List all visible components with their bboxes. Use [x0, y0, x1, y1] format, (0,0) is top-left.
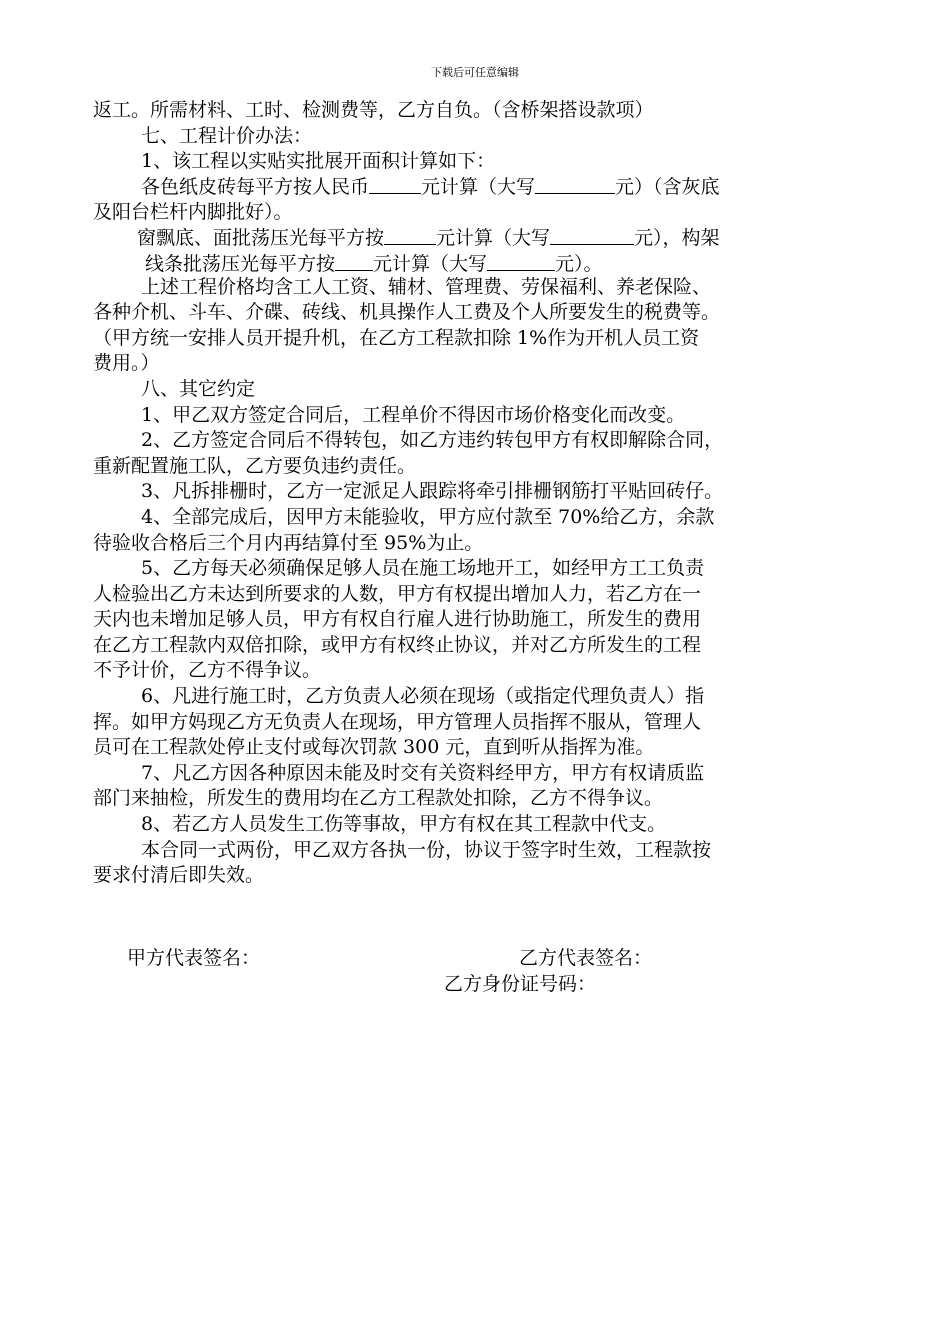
body-line: （甲方统一安排人员开提升机，在乙方工程款扣除 1%作为开机人员工资	[93, 326, 700, 349]
price-blank	[550, 226, 634, 245]
price-text: 元计算（大写	[436, 226, 551, 249]
contract-body	[93, 98, 868, 889]
price-text: 窗飘底、面批荡压光每平方按	[137, 226, 385, 249]
price-blank	[384, 226, 436, 245]
party-b-id-label: 乙方身份证号码：	[444, 973, 597, 995]
body-line: 6、凡进行施工时，乙方负责人必须在现场（或指定代理负责人）指	[141, 685, 705, 708]
body-line: 本合同一式两份，甲乙双方各执一份，协议于签字时生效，工程款按	[141, 838, 712, 861]
body-line: 各种介机、斗车、介碟、砖线、机具操作人工费及个人所要发生的税费等。	[93, 301, 721, 324]
price-blank	[369, 175, 421, 194]
body-line: 1、甲乙双方签定合同后，工程单价不得因市场价格变化而改变。	[141, 403, 686, 426]
party-b-signature-label: 乙方代表签名：	[519, 947, 653, 969]
body-line: 费用。）	[93, 352, 160, 375]
body-line: 部门来抽检，所发生的费用均在乙方工程款处扣除，乙方不得争议。	[93, 787, 664, 810]
body-line: 1、该工程以实贴实批展开面积计算如下：	[141, 150, 496, 173]
body-line: 天内也未增加足够人员，甲方有权自行雇人进行协助施工，所发生的费用	[93, 608, 702, 631]
price-line	[93, 175, 868, 201]
page-header: 下载后可任意编辑	[431, 66, 519, 79]
price-line	[93, 252, 868, 275]
body-line: 人检验出乙方未达到所要求的人数，甲方有权提出增加人力，若乙方在一	[93, 582, 702, 605]
price-blank	[535, 175, 615, 194]
body-line: 在乙方工程款内双倍扣除，或甲方有权终止协议，并对乙方所发生的工程	[93, 633, 702, 656]
price-text: 元）。	[555, 252, 603, 275]
body-line: 及阳台栏杆内脚批好）。	[93, 201, 293, 224]
price-blank	[487, 252, 555, 271]
body-line: 8、若乙方人员发生工伤等事故，甲方有权在其工程款中代支。	[141, 813, 667, 836]
body-line: 4、全部完成后，因甲方未能验收，甲方应付款至 70%给乙方，余款	[141, 505, 715, 528]
body-line: 重新配置施工队，乙方要负违约责任。	[93, 454, 417, 477]
body-line: 待验收合格后三个月内再结算付至 95%为止。	[93, 531, 484, 554]
body-line: 要求付清后即失效。	[93, 864, 265, 887]
section-heading: 七、工程计价办法：	[141, 124, 313, 147]
body-line: 上述工程价格均含工人工资、辅材、管理费、劳保福利、养老保险、	[141, 275, 712, 298]
price-line	[93, 226, 868, 252]
body-line: 3、凡拆排栅时，乙方一定派足人跟踪将牵引排栅钢筋打平贴回砖仔。	[141, 480, 724, 503]
body-line: 挥。如甲方妈现乙方无负责人在现场，甲方管理人员指挥不服从，管理人	[93, 710, 702, 733]
price-text: 元计算（大写	[421, 175, 536, 198]
body-line: 2、乙方签定合同后不得转包，如乙方违约转包甲方有权即解除合同，	[141, 429, 724, 452]
body-line: 不予计价，乙方不得争议。	[93, 659, 322, 682]
section-heading: 八、其它约定	[141, 377, 256, 400]
price-text: 各色纸皮砖每平方按人民币	[141, 175, 370, 198]
price-text: 元），构架	[634, 226, 720, 249]
body-line: 返工。所需材料、工时、检测费等，乙方自负。（含桥架搭设款项）	[93, 99, 654, 121]
party-a-signature-label: 甲方代表签名：	[127, 947, 261, 969]
body-line: 7、凡乙方因各种原因未能及时交有关资料经甲方，甲方有权请质监	[141, 761, 705, 784]
price-blank	[335, 252, 373, 271]
price-text: 元计算（大写	[373, 252, 488, 275]
body-line: 员可在工程款处停止支付或每次罚款 300 元，直到听从指挥为准。	[93, 736, 655, 759]
price-text: 元）（含灰底	[615, 175, 720, 198]
price-text: 线条批荡压光每平方按	[145, 252, 336, 275]
body-line: 5、乙方每天必须确保足够人员在施工场地开工，如经甲方工工负责	[141, 557, 705, 580]
